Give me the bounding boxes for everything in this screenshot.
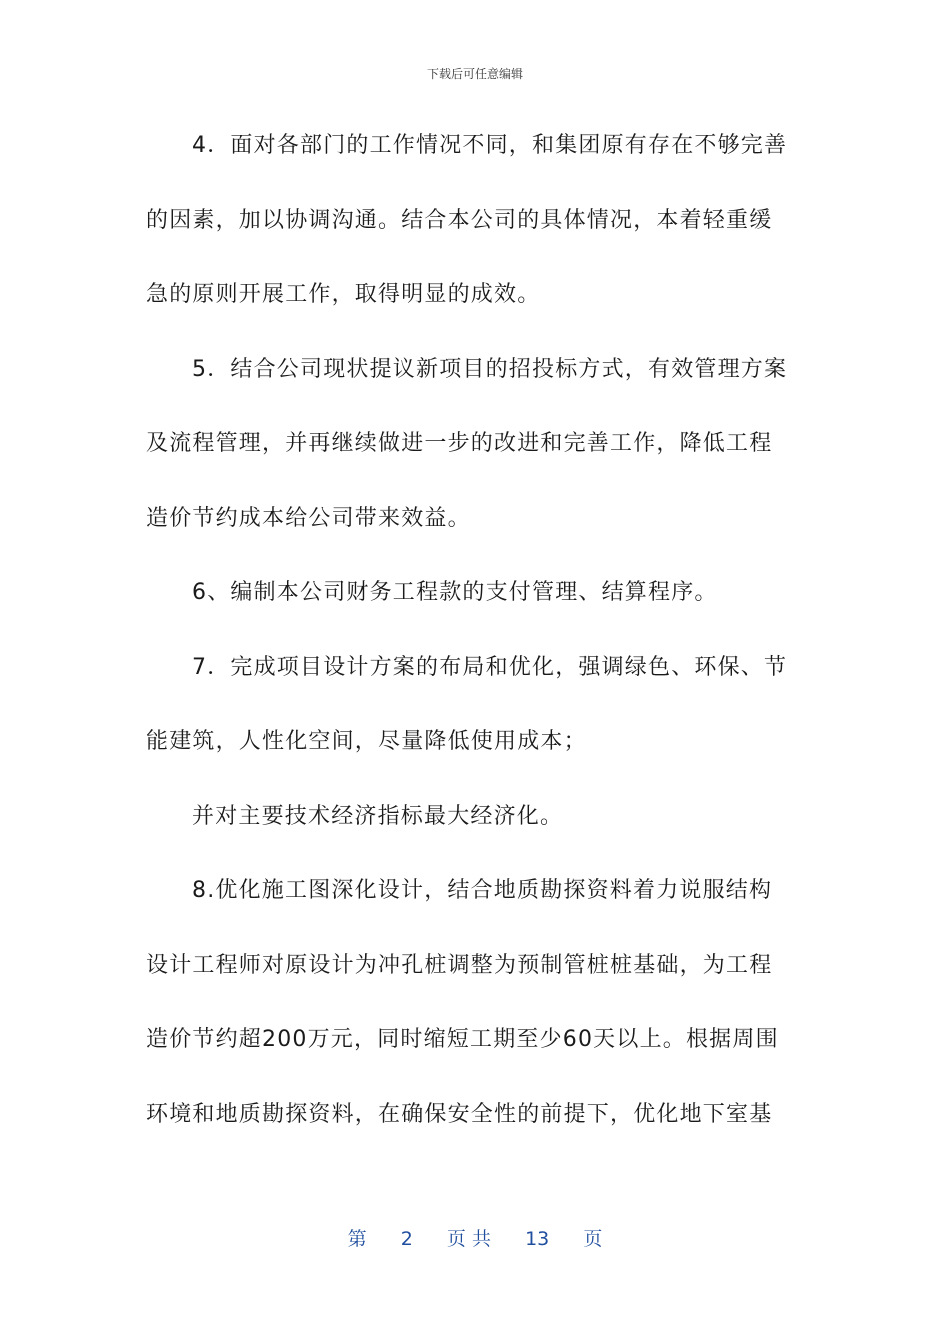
paragraph-line: 能建筑，人性化空间，尽量降低使用成本； (146, 729, 587, 754)
document-body (146, 124, 816, 1167)
paragraph-line: 环境和地质勘探资料，在确保安全性的前提下，优化地下室基 (146, 1101, 773, 1127)
page-footer (0, 1226, 950, 1252)
paragraph-line: 5．结合公司现状提议新项目的招投标方式，有效管理方案 (192, 356, 788, 382)
paragraph-line: 7．完成项目设计方案的布局和优化，强调绿色、环保、节 (192, 654, 788, 680)
paragraph-line: 造价节约超200万元，同时缩短工期至少60天以上。根据周围 (146, 1027, 779, 1052)
footer-middle: 页 共 (446, 1228, 491, 1250)
paragraph-line: 并对主要技术经济指标最大经济化。 (192, 803, 564, 829)
current-page-number: 2 (400, 1228, 413, 1250)
paragraph-line: 设计工程师对原设计为冲孔桩调整为预制管桩桩基础，为工程 (146, 952, 773, 978)
paragraph-line: 4．面对各部门的工作情况不同，和集团原有存在不够完善 (192, 133, 788, 158)
paragraph-line: 急的原则开展工作，取得明显的成效。 (146, 282, 541, 307)
paragraph-line: 6、编制本公司财务工程款的支付管理、结算程序。 (192, 580, 718, 605)
footer-prefix: 第 (347, 1228, 367, 1250)
paragraph-line: 造价节约成本给公司带来效益。 (146, 505, 471, 531)
footer-suffix: 页 (583, 1228, 603, 1250)
total-pages-number: 13 (525, 1228, 550, 1250)
paragraph-line: 及流程管理，并再继续做进一步的改进和完善工作，降低工程 (146, 431, 773, 456)
paragraph-line: 的因素，加以协调沟通。结合本公司的具体情况，本着轻重缓 (146, 207, 773, 233)
page-header: 下载后可任意编辑 (426, 67, 523, 81)
paragraph-line: 8.优化施工图深化设计，结合地质勘探资料着力说服结构 (192, 878, 773, 903)
